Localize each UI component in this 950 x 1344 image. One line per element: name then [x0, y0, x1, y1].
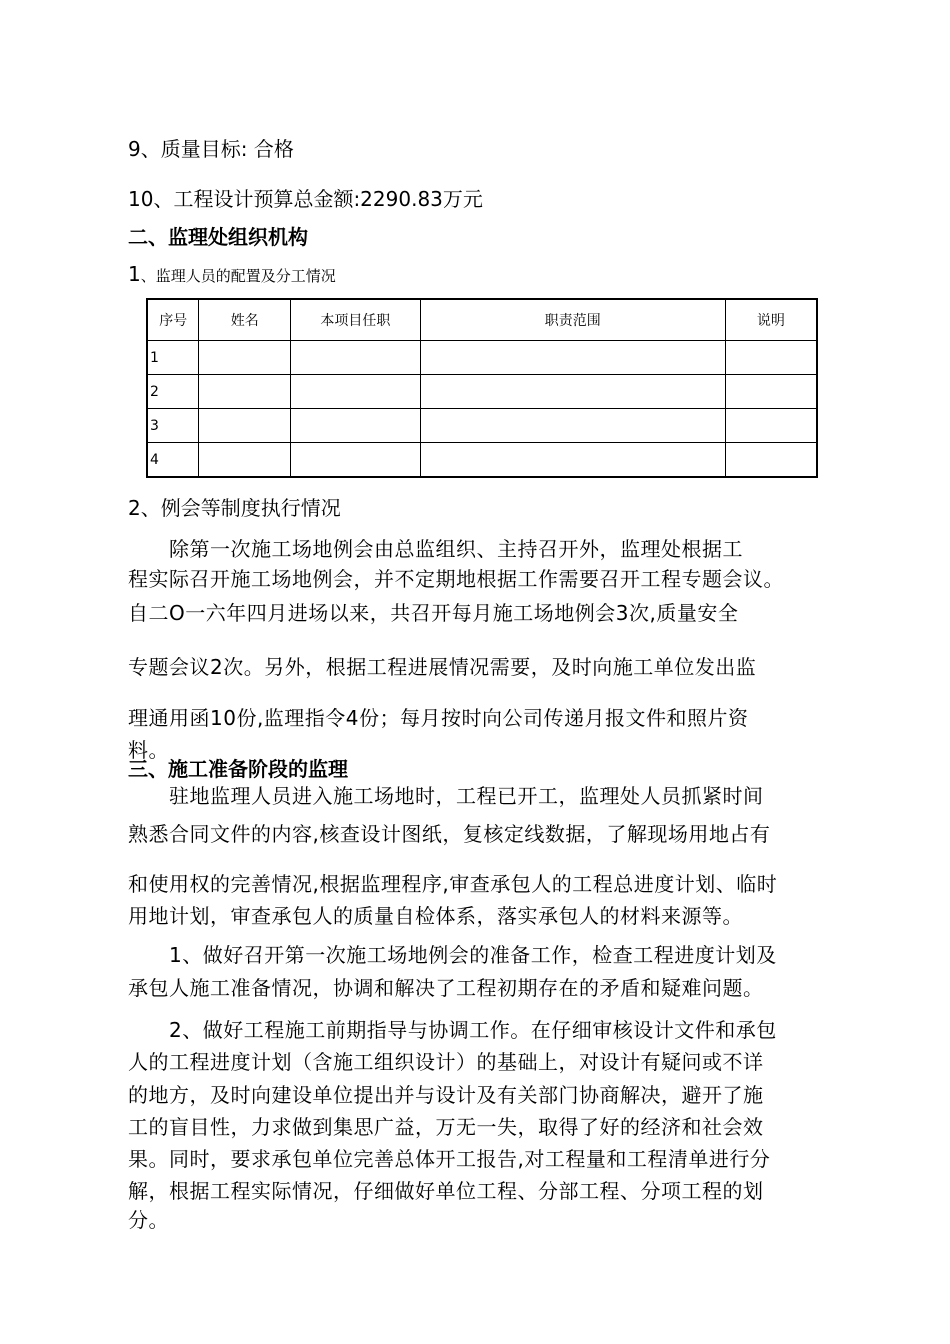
- cell-seq: 2: [147, 375, 199, 409]
- cell-seq: 4: [147, 443, 199, 478]
- paragraph-line: 用地计划，审查承包人的质量自检体系，落实承包人的材料来源等。: [128, 904, 743, 928]
- section-2-title: 二、监理处组织机构: [128, 225, 308, 249]
- cell-seq: 1: [147, 341, 199, 375]
- cell-notes: [725, 375, 817, 409]
- cell-name: [199, 443, 291, 478]
- paragraph-line: 程实际召开施工场地例会，并不定期地根据工作需要召开工程专题会议。: [128, 567, 784, 591]
- paragraph-line: 分。: [128, 1208, 169, 1232]
- header-notes: 说明: [725, 299, 817, 341]
- paragraph-line: 的地方，及时向建设单位提出并与设计及有关部门协商解决，避开了施: [128, 1083, 764, 1107]
- cell-position: [291, 341, 421, 375]
- cell-position: [291, 443, 421, 478]
- cell-name: [199, 341, 291, 375]
- cell-name: [199, 375, 291, 409]
- cell-duties: [420, 409, 725, 443]
- paragraph-line: 自二O一六年四月进场以来，共召开每月施工场地例会3次,质量安全: [128, 601, 739, 625]
- header-name: 姓名: [199, 299, 291, 341]
- subsection-2-title: 2、例会等制度执行情况: [128, 496, 341, 520]
- table-row: [147, 409, 817, 443]
- table-row: [147, 443, 817, 478]
- paragraph-line: 专题会议2次。另外，根据工程进展情况需要，及时向施工单位发出监: [128, 655, 757, 679]
- paragraph-line: 除第一次施工场地例会由总监组织、主持召开外，监理处根据工: [128, 537, 743, 561]
- paragraph-line: 工的盲目性，力求做到集思广益，万无一失，取得了好的经济和社会效: [128, 1115, 764, 1139]
- paragraph-line: 果。同时，要求承包单位完善总体开工报告,对工程量和工程清单进行分: [128, 1147, 771, 1171]
- table-row: [147, 375, 817, 409]
- cell-duties: [420, 443, 725, 478]
- cell-duties: [420, 341, 725, 375]
- paragraph-line: 承包人施工准备情况，协调和解决了工程初期存在的矛盾和疑难问题。: [128, 976, 764, 1000]
- cell-position: [291, 409, 421, 443]
- quality-target: 9、质量目标: 合格: [128, 137, 294, 161]
- paragraph-line: 解，根据工程实际情况，仔细做好单位工程、分部工程、分项工程的划: [128, 1179, 764, 1203]
- paragraph-line: 理通用函10份,监理指令4份；每月按时向公司传递月报文件和照片资: [128, 706, 749, 730]
- subsection-1-text: 、监理人员的配置及分工情况: [140, 267, 336, 285]
- paragraph-line: 熟悉合同文件的内容,核查设计图纸，复核定线数据，了解现场用地占有: [128, 822, 771, 846]
- table-row: [147, 341, 817, 375]
- table-header-row: [147, 299, 817, 341]
- paragraph-line: 料。: [128, 738, 169, 762]
- cell-notes: [725, 443, 817, 478]
- paragraph-meetings: [128, 534, 848, 763]
- paragraph-line: 驻地监理人员进入施工场地时，工程已开工，监理处人员抓紧时间: [128, 784, 764, 808]
- cell-seq: 3: [147, 409, 199, 443]
- paragraph-line: 和使用权的完善情况,根据监理程序,审查承包人的工程总进度计划、临时: [128, 872, 778, 896]
- cell-name: [199, 409, 291, 443]
- staff-table: [146, 298, 818, 478]
- subsection-1-title: [128, 262, 336, 288]
- paragraph-line: 1、做好召开第一次施工场地例会的准备工作，检查工程进度计划及: [128, 943, 777, 967]
- paragraph-line: 人的工程进度计划（含施工组织设计）的基础上，对设计有疑问或不详: [128, 1050, 764, 1074]
- section-3-title: 三、施工准备阶段的监理: [128, 757, 348, 781]
- cell-notes: [725, 341, 817, 375]
- paragraph-preparation: [128, 781, 848, 939]
- budget-total: 10、工程设计预算总金额:2290.83万元: [128, 187, 483, 211]
- header-position: 本项目任职: [291, 299, 421, 341]
- header-duties: 职责范围: [420, 299, 725, 341]
- cell-duties: [420, 375, 725, 409]
- subsection-1-number: 1: [128, 262, 141, 286]
- header-seq: 序号: [147, 299, 199, 341]
- paragraph-line: 2、做好工程施工前期指导与协调工作。在仔细审核设计文件和承包: [128, 1018, 777, 1042]
- cell-notes: [725, 409, 817, 443]
- paragraph-item-1: [128, 940, 848, 1011]
- paragraph-item-2: [128, 1015, 848, 1237]
- cell-position: [291, 375, 421, 409]
